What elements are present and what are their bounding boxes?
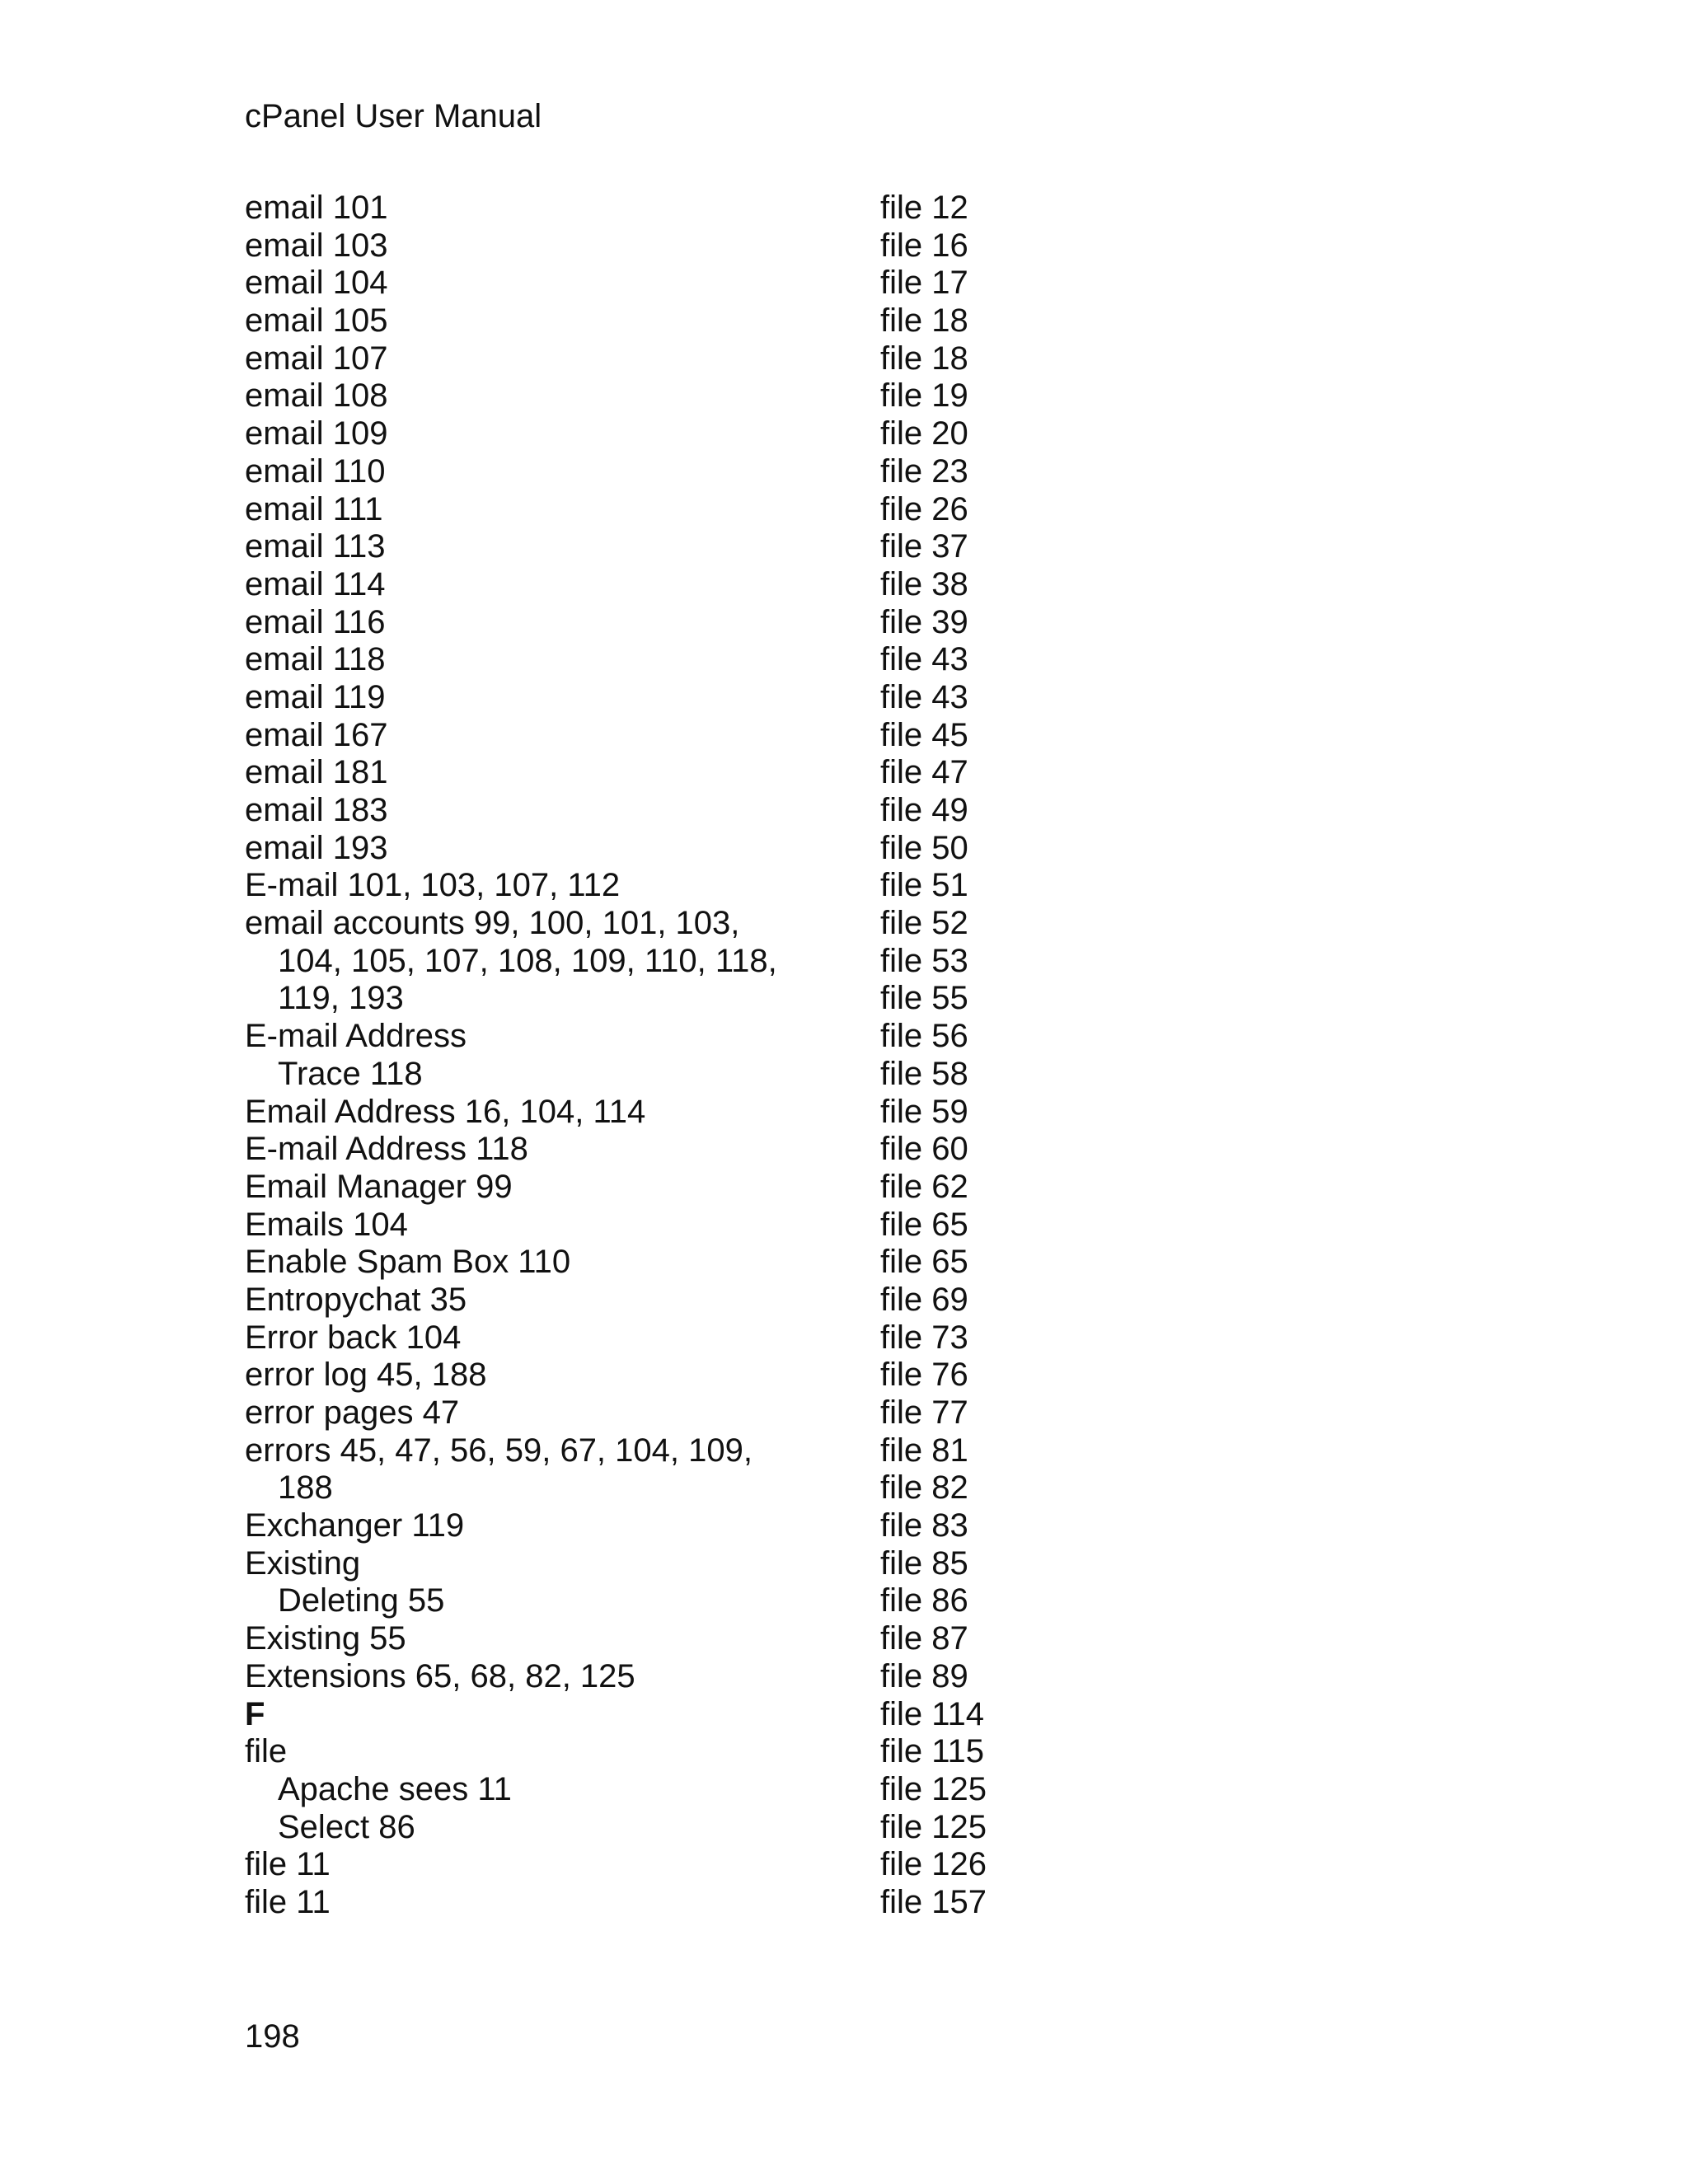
- index-entry: file 39: [880, 603, 968, 640]
- index-entry: email 193: [245, 829, 388, 866]
- index-entry: file 51: [880, 867, 968, 904]
- index-entry: Email Address 16, 104, 114: [245, 1093, 646, 1130]
- index-entry: email 113: [245, 528, 386, 565]
- index-entry: file 43: [880, 641, 968, 678]
- index-entry: file 11: [245, 1846, 331, 1883]
- index-entry: file 55: [880, 980, 968, 1017]
- index-subentry: 119, 193: [278, 980, 404, 1017]
- index-entry: file 65: [880, 1206, 968, 1243]
- index-entry: email 116: [245, 603, 386, 640]
- index-subentry: Select 86: [278, 1808, 415, 1845]
- index-entry: file 43: [880, 678, 968, 715]
- index-entry: email 110: [245, 452, 386, 490]
- index-entry: file 114: [880, 1695, 985, 1732]
- index-right-column: [880, 190, 1292, 1922]
- index-entry: E-mail Address: [245, 1018, 467, 1055]
- index-entry: email 108: [245, 377, 388, 415]
- index-entry: file 56: [880, 1018, 968, 1055]
- index-entry: file: [245, 1733, 288, 1770]
- index-entry: errors 45, 47, 56, 59, 67, 104, 109,: [245, 1432, 753, 1469]
- index-entry: email 109: [245, 415, 388, 452]
- index-entry: file 20: [880, 415, 968, 452]
- index-entry: error log 45, 188: [245, 1357, 487, 1394]
- index-entry: file 69: [880, 1281, 968, 1318]
- index-entry: file 12: [880, 190, 968, 226]
- index-section-letter: F: [245, 1695, 265, 1732]
- index-entry: file 76: [880, 1357, 968, 1394]
- index-entry: file 126: [880, 1846, 987, 1883]
- index-entry: email 114: [245, 565, 386, 602]
- index-entry: file 62: [880, 1168, 968, 1205]
- index-entry: email 167: [245, 716, 388, 753]
- index-entry: file 65: [880, 1244, 968, 1281]
- index-entry: E-mail 101, 103, 107, 112: [245, 867, 621, 904]
- index-entry: email 105: [245, 302, 388, 340]
- index-entry: file 59: [880, 1093, 968, 1130]
- index-subentry: Deleting 55: [278, 1582, 445, 1619]
- index-entry: file 77: [880, 1394, 968, 1431]
- index-entry: file 157: [880, 1883, 987, 1920]
- index-entry: file 37: [880, 528, 968, 565]
- index-entry: email 181: [245, 754, 388, 791]
- index-entry: Error back 104: [245, 1319, 462, 1356]
- index-entry: file 125: [880, 1808, 987, 1845]
- index-entry: Enable Spam Box 110: [245, 1244, 571, 1281]
- index-entry: file 81: [880, 1432, 968, 1469]
- index-entry: error pages 47: [245, 1394, 460, 1431]
- index-subentry: Trace 118: [278, 1055, 423, 1092]
- page-number: 198: [245, 2018, 300, 2055]
- index-entry: email 107: [245, 340, 388, 377]
- index-entry: file 53: [880, 942, 968, 979]
- index-entry: file 73: [880, 1319, 968, 1356]
- index-entry: file 50: [880, 829, 968, 866]
- index-entry: file 38: [880, 565, 968, 602]
- index-entry: file 89: [880, 1657, 968, 1694]
- index-entry: email 101: [245, 190, 388, 226]
- index-entry: file 85: [880, 1544, 968, 1582]
- index-left-column: [245, 190, 822, 1922]
- index-entry: file 17: [880, 265, 968, 302]
- index-entry: email 183: [245, 792, 388, 828]
- index-entry: Emails 104: [245, 1206, 408, 1243]
- index-entry: file 86: [880, 1582, 968, 1619]
- index-entry: file 87: [880, 1620, 968, 1657]
- index-entry: Existing: [245, 1544, 361, 1582]
- index-entry: file 115: [880, 1733, 985, 1770]
- index-entry: Extensions 65, 68, 82, 125: [245, 1657, 635, 1694]
- index-entry: file 125: [880, 1770, 987, 1807]
- index-entry: file 16: [880, 227, 968, 264]
- index-entry: email 119: [245, 678, 386, 715]
- index-subentry: 104, 105, 107, 108, 109, 110, 118,: [278, 942, 777, 979]
- index-entry: file 49: [880, 792, 968, 828]
- index-entry: Email Manager 99: [245, 1168, 513, 1205]
- index-subentry: 188: [278, 1469, 333, 1507]
- index-entry: file 83: [880, 1507, 968, 1544]
- index-entry: file 18: [880, 302, 968, 340]
- index-entry: email 118: [245, 641, 386, 678]
- index-entry: email 111: [245, 490, 383, 527]
- index-entry: file 18: [880, 340, 968, 377]
- index-entry: file 23: [880, 452, 968, 490]
- running-header: cPanel User Manual: [245, 98, 542, 134]
- index-entry: file 47: [880, 754, 968, 791]
- index-entry: Entropychat 35: [245, 1281, 467, 1318]
- index-entry: file 52: [880, 905, 968, 942]
- index-entry: Existing 55: [245, 1620, 406, 1657]
- index-entry: file 58: [880, 1055, 968, 1092]
- index-entry: file 60: [880, 1131, 968, 1168]
- index-entry: email 103: [245, 227, 388, 264]
- index-entry: E-mail Address 118: [245, 1131, 528, 1168]
- index-entry: file 45: [880, 716, 968, 753]
- index-entry: file 11: [245, 1883, 331, 1920]
- index-entry: file 19: [880, 377, 968, 415]
- index-entry: file 82: [880, 1469, 968, 1507]
- index-subentry: Apache sees 11: [278, 1770, 512, 1807]
- index-entry: file 26: [880, 490, 968, 527]
- index-entry: email 104: [245, 265, 388, 302]
- index-entry: email accounts 99, 100, 101, 103,: [245, 905, 740, 942]
- index-entry: Exchanger 119: [245, 1507, 465, 1544]
